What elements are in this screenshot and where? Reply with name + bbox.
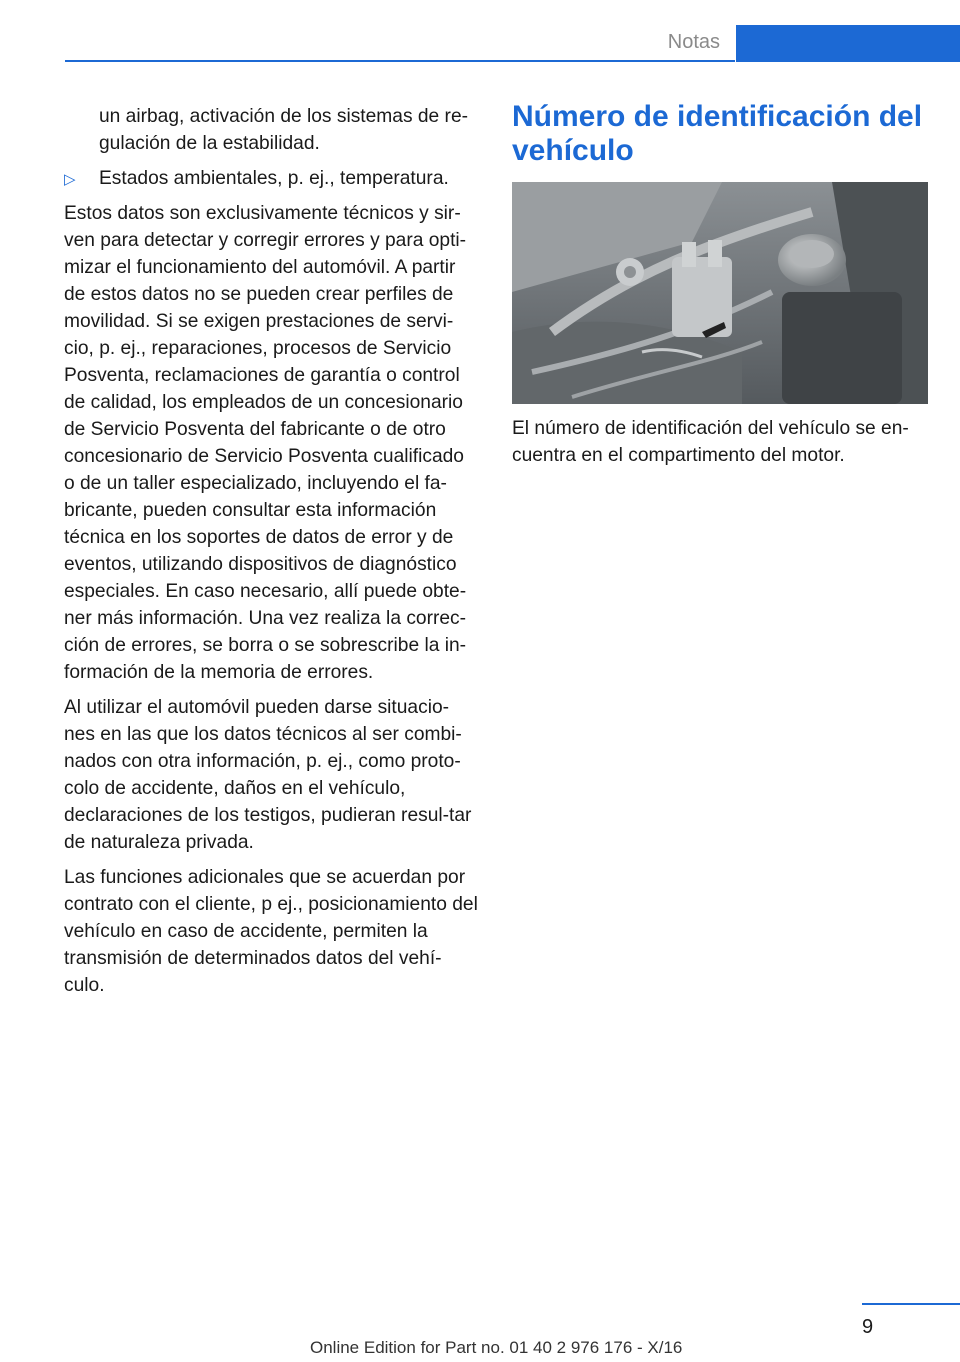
triangle-bullet-icon: ▷ [64, 171, 76, 188]
left-column [64, 103, 478, 1007]
engine-compartment-illustration [512, 182, 928, 404]
paragraph-additional-functions: Las funciones adicionales que se acuerdan por contrato con el cliente, p ej., posicionamiento del vehículo en caso de accidente, permiten la transmisión de determinados datos del vehí-culo. [64, 867, 478, 996]
header-tab [736, 25, 960, 62]
engine-compartment-photo [512, 182, 928, 404]
footer-rule [862, 1303, 960, 1305]
photo-caption: El número de identificación del vehículo se en-cuentra en el compartimento del motor. [512, 418, 909, 466]
page-number: 9 [862, 1316, 874, 1338]
continued-bullet-text: un airbag, activación de los sistemas de re-gulación de la estabilidad. [99, 106, 469, 154]
right-column [512, 100, 928, 469]
section-title: Notas [667, 31, 720, 53]
paragraph-privacy: Al utilizar el automóvil pueden darse situacio-nes en las que los datos técnicos al ser combi-nados con otra información, p. ej., como proto-colo de accidente, daños en el vehículo, declaraciones de los testigos, pudieran resul-tar de naturaleza privada. [64, 697, 472, 853]
header-rule [65, 60, 735, 62]
list-item [64, 165, 478, 192]
list-item-text: Estados ambientales, p. ej., temperatura. [99, 168, 449, 189]
paragraph-technical-data: Estos datos son exclusivamente técnicos y sir-ven para detectar y corregir errores y para opti-mizar el funcionamiento del automóvil. A partir de estos datos no se pueden crear perfiles de movilidad. Si se exigen prestaciones de servi-cio, p. ej., reparaciones, procesos de Servicio Posventa, reclamaciones de garantía o control de calidad, los empleados de un concesionario de Servicio Posventa del fabricante o de otro concesionario de Servicio Posventa cualificado o de un taller especializado, incluyendo el fa-bricante, pueden consultar esta información técnica en los soportes de datos de error y de eventos, utilizando dispositivos de diagnóstico especiales. En caso necesario, allí puede obte-ner más información. Una vez realiza la correc-ción de errores, se borra o se sobrescribe la in-formación de la memoria de errores. [64, 203, 467, 683]
section-heading: Número de identificación del vehículo [512, 100, 923, 167]
edition-footer: Online Edition for Part no. 01 40 2 976 176 - X/16 [310, 1338, 683, 1357]
